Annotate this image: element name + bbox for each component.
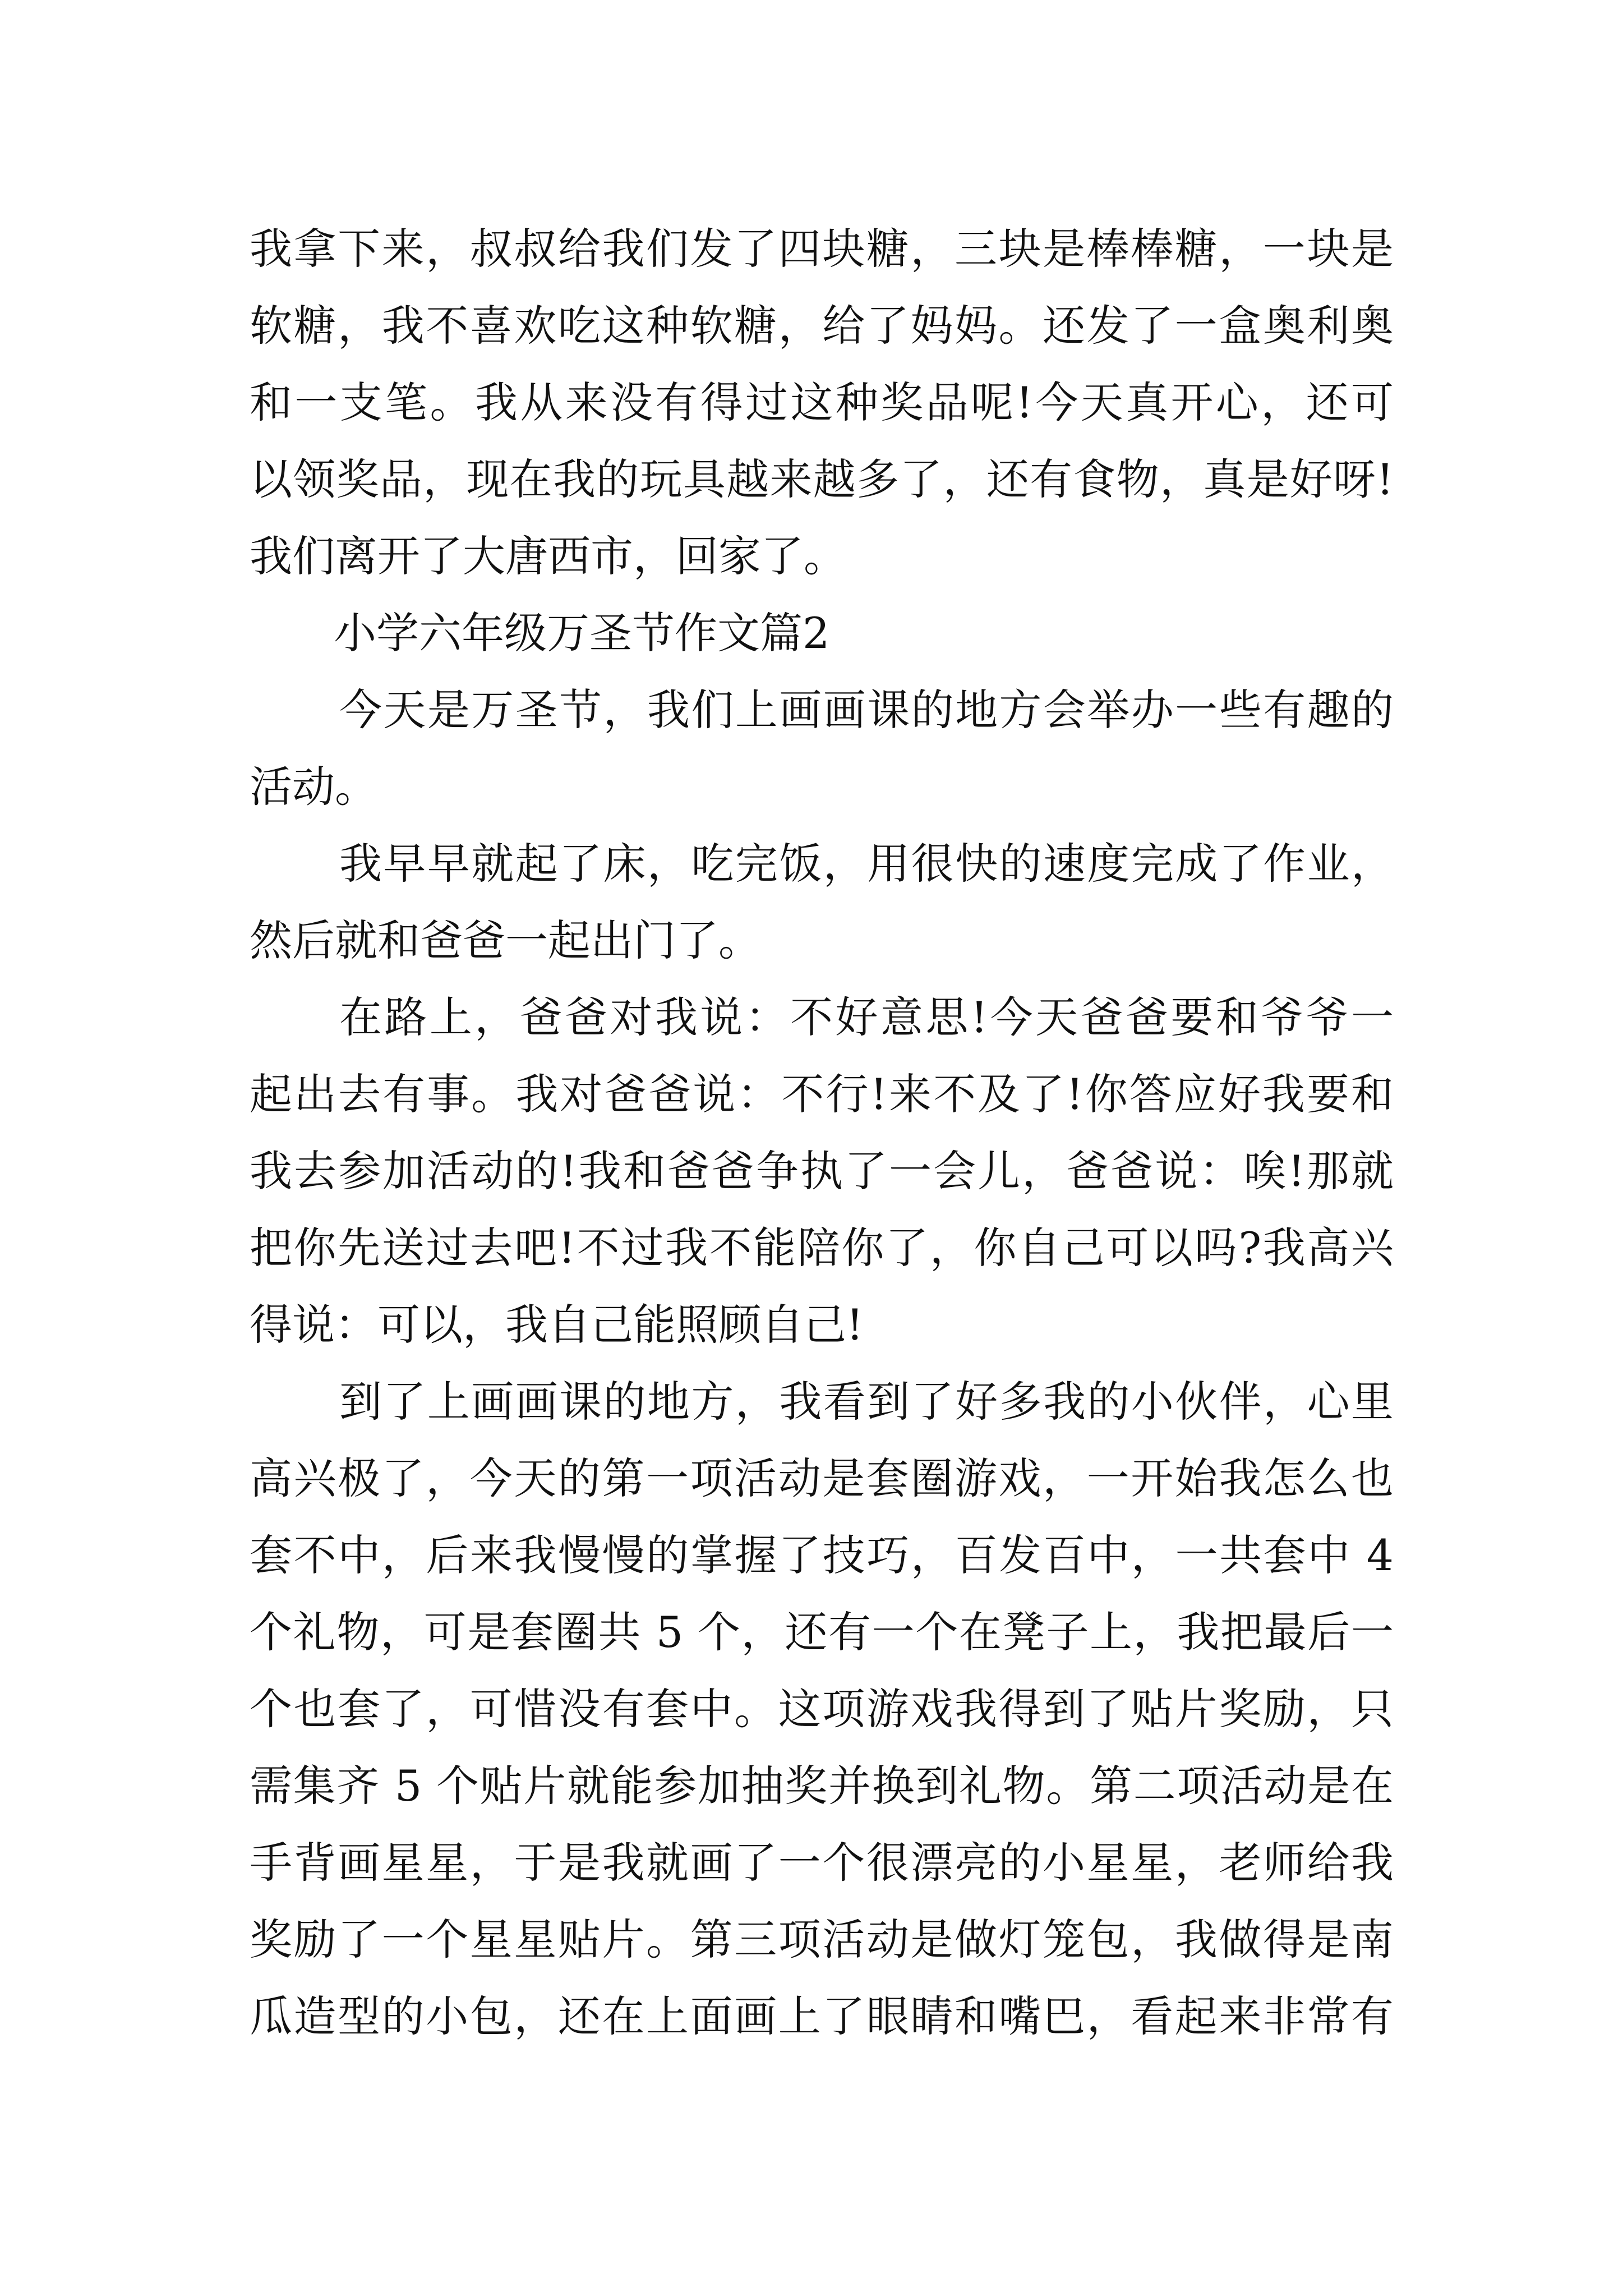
body-line: 我去参加活动的!我和爸爸争执了一会儿，爸爸说：唉!那就 [250, 1146, 1394, 1196]
paragraph-first-line: 今天是万圣节，我们上画画课的地方会举办一些有趣的 [339, 685, 1394, 735]
body-line: 起出去有事。我对爸爸说：不行!来不及了!你答应好我要和 [250, 1069, 1394, 1119]
body-line: 把你先送过去吧!不过我不能陪你了，你自己可以吗?我高兴 [250, 1223, 1394, 1273]
body-line: 活动。 [250, 762, 377, 812]
body-line: 套不中，后来我慢慢的掌握了技巧，百发百中，一共套中 4 [250, 1530, 1394, 1580]
body-line: 以领奖品，现在我的玩具越来越多了，还有食物，真是好呀! [250, 454, 1394, 504]
body-line: 奖励了一个星星贴片。第三项活动是做灯笼包，我做得是南 [250, 1915, 1394, 1964]
body-line: 瓜造型的小包，还在上面画上了眼睛和嘴巴，看起来非常有 [250, 1991, 1394, 2041]
paragraph-first-line: 到了上画画课的地方，我看到了好多我的小伙伴，心里 [339, 1377, 1394, 1427]
document-body [250, 210, 1394, 2055]
section-heading: 小学六年级万圣节作文篇2 [334, 608, 830, 658]
body-line: 和一支笔。我从来没有得过这种奖品呢!今天真开心，还可 [250, 378, 1394, 427]
body-line: 软糖，我不喜欢吃这种软糖，给了妈妈。还发了一盒奥利奥 [250, 301, 1394, 351]
body-line: 高兴极了，今天的第一项活动是套圈游戏，一开始我怎么也 [250, 1453, 1394, 1503]
paragraph-first-line: 在路上，爸爸对我说：不好意思!今天爸爸要和爷爷一 [339, 992, 1394, 1042]
body-line: 手背画星星，于是我就画了一个很漂亮的小星星，老师给我 [250, 1838, 1394, 1888]
body-line: 个礼物，可是套圈共 5 个，还有一个在凳子上，我把最后一 [250, 1607, 1394, 1657]
paragraph-first-line: 我早早就起了床，吃完饭，用很快的速度完成了作业， [339, 839, 1394, 889]
body-line: 我们离开了大唐西市，回家了。 [250, 531, 846, 581]
body-line: 我拿下来，叔叔给我们发了四块糖，三块是棒棒糖，一块是 [250, 224, 1394, 274]
body-line: 然后就和爸爸一起出门了。 [250, 915, 761, 965]
body-line: 个也套了，可惜没有套中。这项游戏我得到了贴片奖励，只 [250, 1684, 1394, 1734]
body-line: 需集齐 5 个贴片就能参加抽奖并换到礼物。第二项活动是在 [250, 1761, 1394, 1811]
body-line: 得说：可以，我自己能照顾自己! [250, 1300, 864, 1350]
